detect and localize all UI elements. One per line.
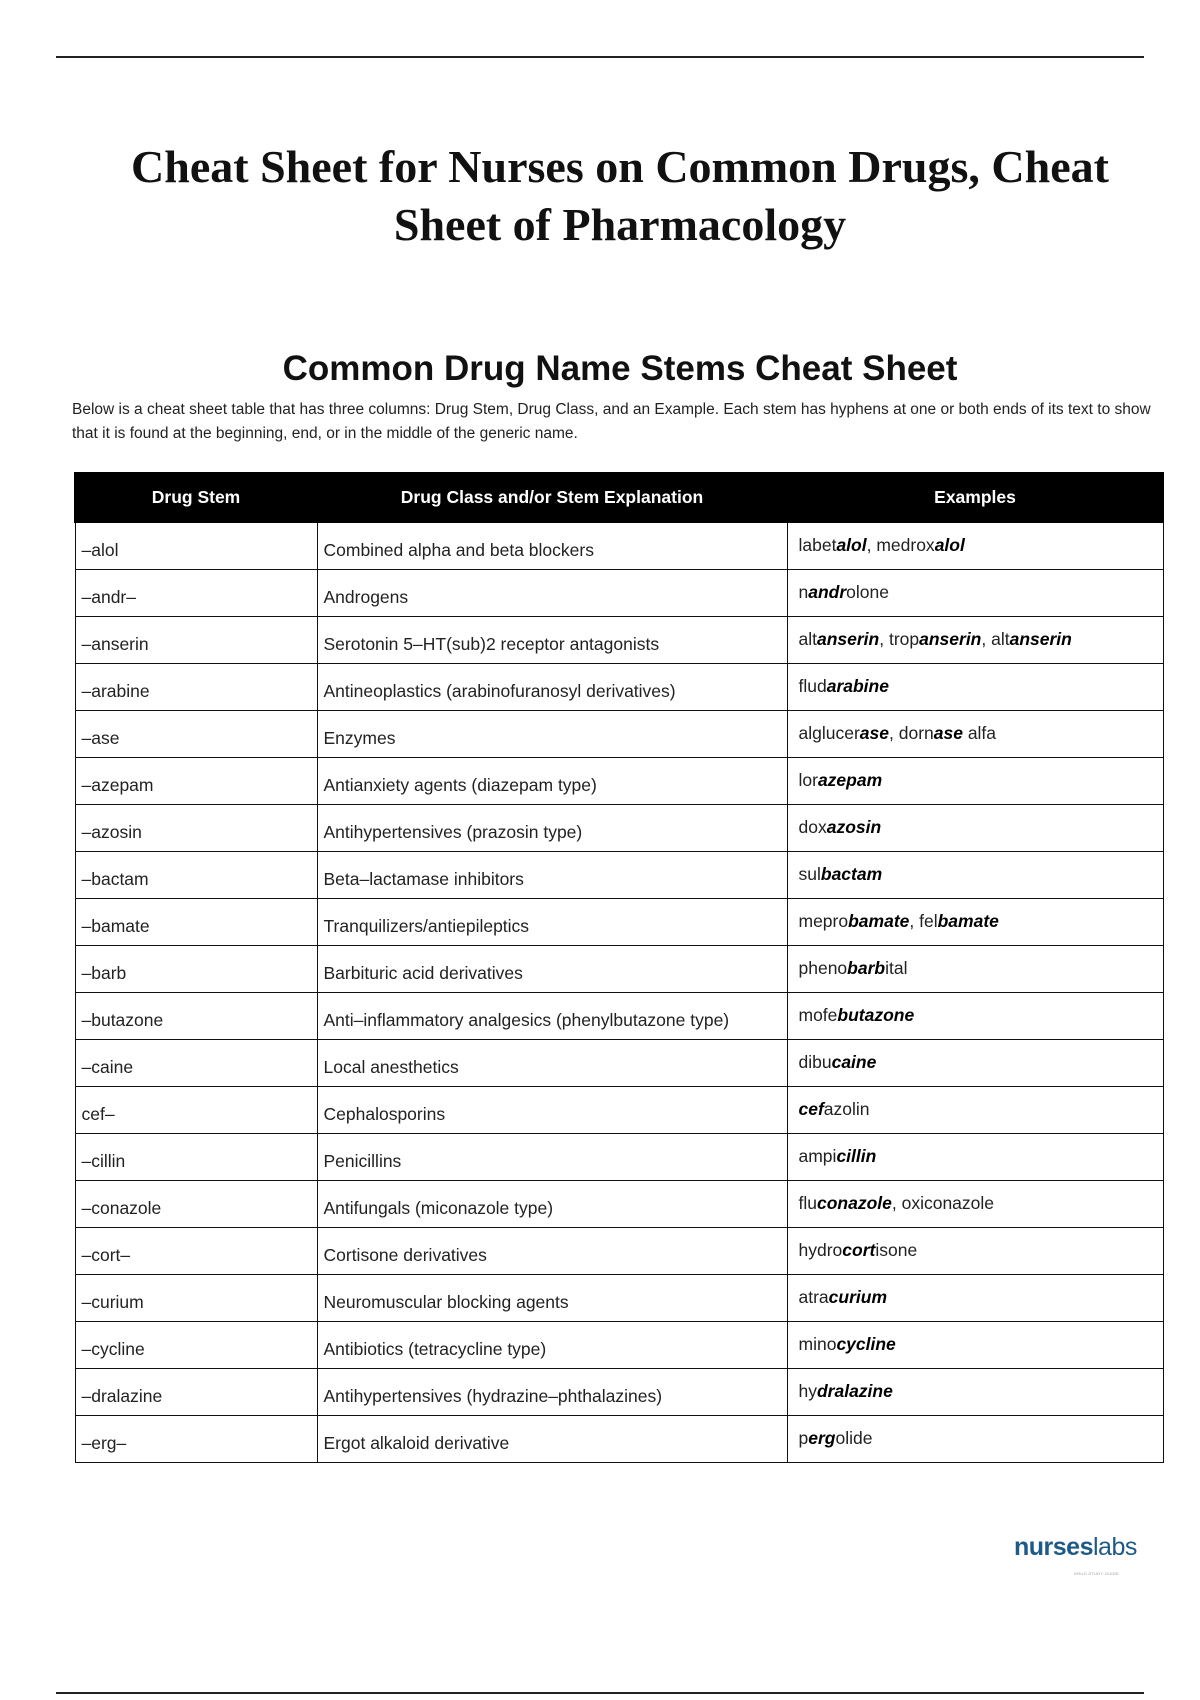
drug-class-cell: Anti–inflammatory analgesics (phenylbutazone type) [317, 992, 787, 1039]
table-row [75, 1415, 1163, 1462]
table-row [75, 1133, 1163, 1180]
stem-highlight: barb [847, 957, 886, 978]
drug-stem-cell: –arabine [75, 663, 317, 710]
table-row [75, 757, 1163, 804]
document-title: Cheat Sheet for Nurses on Common Drugs, Cheat Sheet of Pharmacology [131, 141, 1109, 250]
drug-stem-cell: –bamate [75, 898, 317, 945]
drug-class-cell: Tranquilizers/antiepileptics [317, 898, 787, 945]
stem-highlight: conazole [816, 1192, 892, 1213]
table-row [75, 851, 1163, 898]
example-text: mino [798, 1333, 837, 1354]
stem-highlight: azosin [826, 816, 882, 837]
drug-class-cell: Antihypertensives (prazosin type) [317, 804, 787, 851]
example-text: , oxiconazole [891, 1192, 995, 1213]
example-text: , dorn [889, 722, 934, 743]
example-text: , alt [981, 628, 1010, 649]
stem-highlight: cort [842, 1239, 876, 1260]
example-text: alglucer [798, 722, 860, 743]
bottom-rule [56, 1692, 1144, 1694]
table-body [75, 522, 1163, 1462]
examples-cell [787, 569, 1163, 616]
stem-highlight: dralazine [816, 1380, 893, 1401]
table-header [75, 473, 1163, 522]
drug-stem-cell: cef– [75, 1086, 317, 1133]
drug-stems-table [74, 472, 1164, 1463]
stem-highlight: butazone [837, 1004, 915, 1025]
table-row [75, 1321, 1163, 1368]
nurseslabs-logo: nurseslabs DRUG STUDY GUIDE [1014, 1533, 1137, 1576]
table-row [75, 616, 1163, 663]
stem-highlight: ase [933, 722, 963, 743]
drug-stem-cell: –curium [75, 1274, 317, 1321]
stem-highlight: cycline [836, 1333, 896, 1354]
table-row [75, 1274, 1163, 1321]
stem-highlight: caine [831, 1051, 877, 1072]
top-rule [56, 56, 1144, 58]
drug-stem-cell: –anserin [75, 616, 317, 663]
example-text: p [798, 1427, 809, 1448]
example-text: labet [798, 535, 837, 555]
table-row [75, 804, 1163, 851]
example-text: alfa [962, 722, 997, 743]
example-text: , fel [909, 910, 938, 931]
stem-highlight: anserin [816, 628, 880, 649]
drug-class-cell: Serotonin 5–HT(sub)2 receptor antagonists [317, 616, 787, 663]
example-text: dox [798, 816, 827, 837]
stem-highlight: alol [934, 535, 965, 555]
examples-cell [787, 945, 1163, 992]
drug-stem-cell: –conazole [75, 1180, 317, 1227]
stem-highlight: bamate [937, 910, 999, 931]
examples-cell [787, 663, 1163, 710]
examples-cell [787, 992, 1163, 1039]
example-text: ital [885, 957, 908, 978]
drug-class-cell: Beta–lactamase inhibitors [317, 851, 787, 898]
drug-stem-cell: –butazone [75, 992, 317, 1039]
drug-class-cell: Androgens [317, 569, 787, 616]
drug-class-cell: Cortisone derivatives [317, 1227, 787, 1274]
examples-cell [787, 1086, 1163, 1133]
stem-highlight: anserin [1009, 628, 1072, 649]
example-text: , trop [879, 628, 920, 649]
table-row [75, 522, 1163, 569]
stem-highlight: alol [836, 535, 867, 555]
example-text: hydro [798, 1239, 843, 1260]
stem-highlight: azepam [817, 769, 883, 790]
header-drug-stem: Drug Stem [75, 473, 317, 522]
example-text: dibu [798, 1051, 832, 1072]
drug-stem-cell: –barb [75, 945, 317, 992]
examples-cell [787, 710, 1163, 757]
examples-cell [787, 757, 1163, 804]
table-row [75, 898, 1163, 945]
example-text: hy [798, 1380, 817, 1401]
drug-stem-cell: –caine [75, 1039, 317, 1086]
table-row [75, 1039, 1163, 1086]
intro-paragraph: Below is a cheat sheet table that has three columns: Drug Stem, Drug Class, and an Example. Each stem has hyphens at one or both ends of its text to show that it is found at the beginning, end, or in the middle of the generic name. [72, 401, 1151, 442]
drug-class-cell: Combined alpha and beta blockers [317, 522, 787, 569]
stem-highlight: andr [808, 581, 847, 602]
drug-class-cell: Cephalosporins [317, 1086, 787, 1133]
stem-highlight: curium [828, 1286, 888, 1307]
example-text: flu [798, 1192, 817, 1213]
table-row [75, 1368, 1163, 1415]
examples-cell [787, 851, 1163, 898]
drug-class-cell: Enzymes [317, 710, 787, 757]
table-row [75, 992, 1163, 1039]
drug-stem-cell: –andr– [75, 569, 317, 616]
drug-class-cell: Ergot alkaloid derivative [317, 1415, 787, 1462]
table-row [75, 1086, 1163, 1133]
examples-cell [787, 1227, 1163, 1274]
drug-class-cell: Local anesthetics [317, 1039, 787, 1086]
examples-cell [787, 1415, 1163, 1462]
examples-cell [787, 1039, 1163, 1086]
example-text: lor [798, 769, 818, 790]
examples-cell [787, 522, 1163, 569]
stem-highlight: ase [859, 722, 889, 743]
drug-stem-cell: –ase [75, 710, 317, 757]
example-text: olide [835, 1427, 873, 1448]
drug-stem-cell: –azosin [75, 804, 317, 851]
examples-cell [787, 1180, 1163, 1227]
example-text: olone [846, 581, 889, 602]
drug-stem-cell: –cort– [75, 1227, 317, 1274]
stem-highlight: erg [808, 1427, 836, 1448]
examples-cell [787, 616, 1163, 663]
drug-stem-cell: –bactam [75, 851, 317, 898]
stem-highlight: arabine [826, 675, 889, 696]
drug-class-cell: Neuromuscular blocking agents [317, 1274, 787, 1321]
drug-stem-cell: –cycline [75, 1321, 317, 1368]
stem-highlight: bactam [820, 863, 883, 884]
examples-cell [787, 1133, 1163, 1180]
drug-class-cell: Antihypertensives (hydrazine–phthalazines) [317, 1368, 787, 1415]
header-drug-class: Drug Class and/or Stem Explanation [317, 473, 787, 522]
example-text: alt [798, 628, 817, 649]
example-text: atra [798, 1286, 829, 1307]
table-row [75, 1227, 1163, 1274]
example-text: pheno [798, 957, 848, 978]
drug-stem-cell: –dralazine [75, 1368, 317, 1415]
example-text: mepro [798, 910, 849, 931]
drug-stem-cell: –cillin [75, 1133, 317, 1180]
stem-highlight: cillin [836, 1145, 877, 1166]
stem-highlight: anserin [919, 628, 982, 649]
example-text: mofe [798, 1004, 838, 1025]
drug-class-cell: Antifungals (miconazole type) [317, 1180, 787, 1227]
example-text: isone [875, 1239, 918, 1260]
example-text: flud [798, 675, 827, 696]
example-text: azolin [823, 1098, 870, 1119]
example-text: n [798, 581, 809, 602]
example-text: , medrox [866, 535, 935, 555]
table-row [75, 1180, 1163, 1227]
examples-cell [787, 1274, 1163, 1321]
drug-class-cell: Antianxiety agents (diazepam type) [317, 757, 787, 804]
table-row [75, 569, 1163, 616]
examples-cell [787, 898, 1163, 945]
drug-stem-cell: –erg– [75, 1415, 317, 1462]
cheat-sheet-heading: Common Drug Name Stems Cheat Sheet [282, 349, 958, 388]
stem-highlight: bamate [848, 910, 910, 931]
examples-cell [787, 804, 1163, 851]
table-row [75, 710, 1163, 757]
example-text: ampi [798, 1145, 837, 1166]
header-examples: Examples [787, 473, 1163, 522]
drug-class-cell: Barbituric acid derivatives [317, 945, 787, 992]
table-row [75, 945, 1163, 992]
drug-class-cell: Antibiotics (tetracycline type) [317, 1321, 787, 1368]
stem-highlight: cef [798, 1098, 824, 1119]
drug-stem-cell: –azepam [75, 757, 317, 804]
drug-class-cell: Antineoplastics (arabinofuranosyl derivatives) [317, 663, 787, 710]
example-text: sul [798, 863, 821, 884]
drug-stem-cell: –alol [75, 522, 317, 569]
examples-cell [787, 1321, 1163, 1368]
table-row [75, 663, 1163, 710]
drug-class-cell: Penicillins [317, 1133, 787, 1180]
examples-cell [787, 1368, 1163, 1415]
